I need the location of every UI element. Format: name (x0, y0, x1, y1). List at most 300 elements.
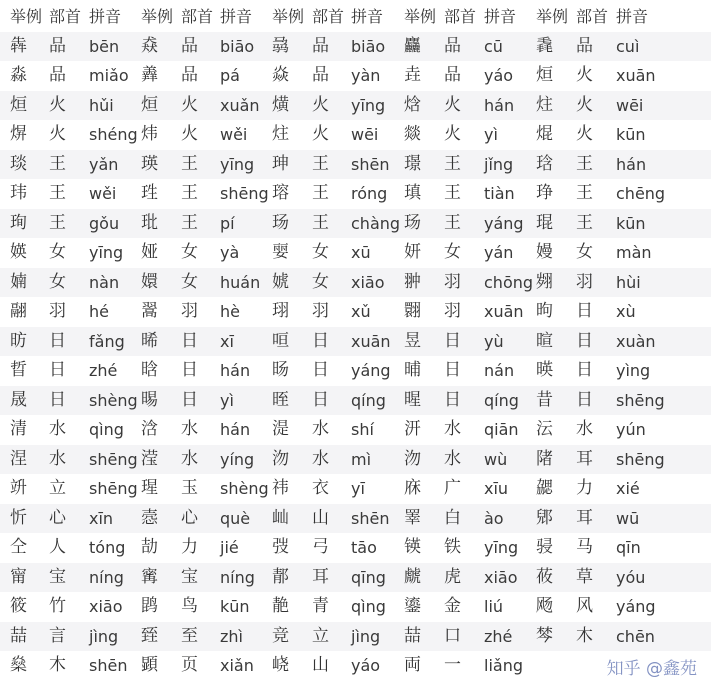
table-row (0, 622, 711, 651)
cell-radical: 羽 (444, 301, 461, 321)
cell-pinyin: yìng (616, 361, 651, 380)
cell-example: 虤 (404, 566, 421, 587)
cell-pinyin: yì (484, 125, 498, 144)
cell-radical: 木 (576, 625, 593, 646)
cell-example: 毳 (536, 35, 553, 56)
cell-pinyin: liǎng (484, 656, 523, 675)
cell-radical: 马 (576, 537, 593, 557)
table-row (0, 651, 711, 680)
cell-pinyin: yì (220, 390, 234, 410)
cell-pinyin: shēng (89, 449, 138, 469)
cell-pinyin: qīng (351, 567, 386, 587)
cell-radical: 女 (181, 271, 198, 292)
cell-example: 劼 (141, 537, 158, 557)
cell-radical: 日 (444, 389, 461, 410)
cell-example: 烜 (141, 94, 158, 115)
cell-example: 羴 (141, 65, 158, 85)
table-row (0, 120, 711, 149)
cell-pinyin: xī (220, 331, 234, 351)
cell-pinyin: hán (220, 361, 251, 380)
cell-radical: 日 (576, 301, 593, 321)
cell-radical: 鸟 (181, 596, 198, 616)
cell-pinyin: yī (351, 479, 365, 498)
cell-radical: 火 (576, 124, 593, 144)
cell-example: 瑱 (404, 183, 421, 203)
cell-pinyin: yíng (220, 449, 255, 469)
header-example: 举例 (536, 7, 569, 26)
cell-example: 玭 (141, 212, 158, 233)
cell-radical: 人 (49, 537, 66, 557)
cell-pinyin: yàn (351, 66, 381, 85)
cell-radical: 日 (312, 389, 329, 410)
cell-radical: 风 (576, 596, 593, 616)
cell-pinyin: hán (220, 420, 251, 439)
cell-radical: 羽 (181, 301, 198, 321)
cell-pinyin: xuān (484, 302, 524, 321)
cell-example: 甯 (10, 566, 27, 587)
cell-radical: 王 (312, 212, 329, 233)
cell-radical: 心 (49, 507, 66, 528)
cell-pinyin: yīng (89, 243, 124, 262)
cell-example: 妍 (404, 242, 421, 262)
cell-radical: 羽 (576, 271, 593, 292)
cell-pinyin: pí (220, 213, 235, 233)
cell-radical: 广 (444, 478, 461, 498)
header-example: 举例 (404, 7, 437, 26)
cell-example: 湜 (272, 419, 289, 439)
cell-example: 瑢 (272, 183, 289, 203)
cell-radical: 木 (49, 655, 66, 675)
table-row (0, 91, 711, 120)
cell-pinyin: qíng (351, 390, 386, 410)
cell-pinyin: shēng (89, 479, 138, 498)
cell-pinyin: xīn (89, 508, 114, 528)
cell-pinyin: níng (89, 567, 124, 587)
cell-pinyin: kūn (616, 213, 646, 233)
cell-radical: 口 (444, 625, 461, 646)
cell-pinyin: yù (484, 331, 504, 351)
cell-pinyin: jǐng (484, 154, 514, 174)
cell-radical: 女 (444, 242, 461, 262)
cell-pinyin: wěi (89, 184, 117, 203)
cell-pinyin: huán (220, 272, 261, 292)
cell-radical: 耳 (576, 507, 593, 528)
cell-example: 暒 (404, 389, 421, 410)
cell-radical: 王 (49, 153, 66, 174)
cell-pinyin: yà (220, 243, 240, 262)
cell-pinyin: nán (484, 361, 515, 380)
cell-radical: 火 (444, 94, 461, 115)
cell-example: 昱 (404, 330, 421, 351)
cell-example: 燚 (404, 124, 421, 144)
cell-example: 旸 (272, 360, 289, 380)
cell-pinyin: chēn (616, 626, 655, 646)
cell-pinyin: cū (484, 36, 503, 56)
cell-pinyin: zhé (484, 626, 513, 646)
cell-radical: 虎 (444, 566, 461, 587)
cell-radical: 青 (312, 596, 329, 616)
cell-radical: 王 (576, 212, 593, 233)
header-pinyin: 拼音 (89, 7, 122, 26)
cell-radical: 力 (181, 537, 198, 557)
cell-pinyin: xuǎn (220, 95, 260, 115)
cell-example: 莜 (536, 566, 553, 587)
cell-radical: 日 (576, 330, 593, 351)
cell-radical: 宝 (49, 566, 66, 587)
cell-pinyin: yīng (220, 154, 255, 174)
cell-example: 晟 (10, 389, 27, 410)
cell-example: 喆 (404, 625, 421, 646)
cell-example: 顕 (141, 655, 158, 675)
cell-pinyin: zhì (220, 626, 243, 646)
cell-example: 淼 (10, 65, 27, 85)
cell-pinyin: jìng (351, 626, 381, 646)
cell-radical: 日 (181, 330, 198, 351)
cell-pinyin: qìng (89, 420, 124, 439)
cell-radical: 日 (576, 389, 593, 410)
cell-example: 晡 (404, 360, 421, 380)
cell-example: 珅 (272, 153, 289, 174)
cell-radical: 弓 (312, 537, 329, 557)
cell-pinyin: xǔ (351, 302, 371, 321)
cell-radical: 日 (444, 330, 461, 351)
cell-example: 翀 (404, 271, 421, 292)
cell-pinyin: liú (484, 597, 504, 616)
cell-example: 寗 (141, 566, 158, 587)
cell-radical: 竹 (49, 596, 66, 616)
cell-pinyin: yīng (484, 538, 519, 557)
cell-example: 珣 (10, 212, 27, 233)
cell-radical: 页 (181, 655, 198, 675)
cell-radical: 日 (49, 360, 66, 380)
cell-radical: 火 (312, 94, 329, 115)
cell-pinyin: biāo (220, 36, 255, 56)
cell-radical: 日 (49, 389, 66, 410)
cell-pinyin: hé (89, 302, 109, 321)
cell-radical: 女 (181, 242, 198, 262)
cell-example: 弢 (272, 537, 289, 557)
cell-example: 郬 (272, 566, 289, 587)
cell-pinyin: jìng (89, 626, 119, 646)
cell-pinyin: wēi (616, 95, 644, 115)
cell-radical: 王 (181, 212, 198, 233)
cell-example: 骉 (272, 35, 289, 56)
cell-example: 峣 (272, 655, 289, 675)
cell-radical: 立 (49, 478, 66, 498)
cell-pinyin: wěi (220, 125, 248, 144)
cell-radical: 日 (444, 360, 461, 380)
cell-radical: 品 (181, 35, 198, 56)
cell-radical: 耳 (312, 566, 329, 587)
header-radical: 部首 (49, 7, 82, 26)
table-row (0, 533, 711, 562)
cell-example: 猋 (141, 35, 158, 56)
cell-pinyin: hán (616, 154, 647, 174)
cell-radical: 品 (49, 35, 66, 56)
cell-example: 烜 (10, 94, 27, 115)
cell-pinyin: yáo (351, 656, 381, 675)
cell-pinyin: níng (220, 567, 255, 587)
cell-radical: 玉 (181, 478, 198, 498)
table-row (0, 563, 711, 592)
cell-radical: 火 (312, 124, 329, 144)
header-example: 举例 (10, 7, 43, 26)
cell-example: 麤 (404, 35, 421, 56)
cell-example: 暎 (536, 360, 553, 380)
header-radical: 部首 (444, 7, 477, 26)
cell-radical: 品 (49, 65, 66, 85)
cell-example: 両 (404, 655, 421, 675)
cell-radical: 草 (576, 566, 593, 587)
cell-radical: 品 (576, 35, 593, 56)
cell-pinyin: màn (616, 243, 652, 262)
cell-pinyin: shí (351, 420, 374, 439)
header-row (0, 2, 711, 31)
cell-example: 郳 (536, 507, 553, 528)
cell-pinyin: chàng (351, 213, 401, 233)
cell-pinyin: pá (220, 66, 240, 85)
cell-pinyin: xuān (616, 66, 656, 85)
cell-example: 喆 (10, 625, 27, 646)
cell-radical: 日 (181, 360, 198, 380)
cell-example: 勰 (536, 478, 553, 498)
cell-pinyin: hán (484, 95, 515, 115)
cell-radical: 铁 (444, 537, 461, 557)
cell-radical: 火 (181, 94, 198, 115)
cell-example: 琤 (536, 183, 553, 203)
cell-pinyin: shēng (220, 184, 269, 203)
cell-example: 炜 (141, 124, 158, 144)
cell-example: 忻 (10, 507, 27, 528)
cell-pinyin: xīu (484, 479, 509, 498)
table-row (0, 32, 711, 61)
cell-radical: 至 (181, 625, 198, 646)
cell-radical: 水 (576, 419, 593, 439)
cell-pinyin: miǎo (89, 66, 129, 85)
cell-pinyin: shèng (220, 479, 269, 498)
cell-pinyin: yán (484, 243, 514, 262)
cell-radical: 王 (49, 212, 66, 233)
table-row (0, 386, 711, 415)
cell-radical: 王 (312, 183, 329, 203)
cell-pinyin: yún (616, 420, 646, 439)
table-row (0, 415, 711, 444)
header-pinyin: 拼音 (616, 7, 649, 26)
cell-radical: 羽 (49, 301, 66, 321)
cell-pinyin: ào (484, 508, 504, 528)
cell-radical: 力 (576, 478, 593, 498)
cell-radical: 水 (49, 419, 66, 439)
cell-radical: 王 (181, 153, 198, 174)
cell-example: 滢 (141, 448, 158, 469)
cell-pinyin: shèng (89, 390, 138, 410)
cell-example: 晞 (141, 330, 158, 351)
cell-example: 媖 (10, 242, 27, 262)
cell-example: 沕 (404, 448, 421, 469)
cell-pinyin: mì (351, 449, 372, 469)
table-row (0, 209, 711, 238)
cell-pinyin: gǒu (89, 213, 120, 233)
cell-radical: 白 (444, 507, 461, 528)
cell-example: 汧 (404, 419, 421, 439)
cell-radical: 王 (576, 183, 593, 203)
cell-example: 婋 (272, 271, 289, 292)
cell-example: 晢 (10, 360, 27, 380)
cell-example: 翾 (404, 301, 421, 321)
cell-pinyin: yóu (616, 567, 646, 587)
header-radical: 部首 (576, 7, 609, 26)
table-row (0, 268, 711, 297)
cell-pinyin: cuì (616, 36, 640, 56)
cell-radical: 水 (444, 448, 461, 469)
cell-radical: 日 (181, 389, 198, 410)
cell-radical: 品 (181, 65, 198, 85)
header-example: 举例 (141, 7, 174, 26)
table-row (0, 327, 711, 356)
cell-example: 飏 (536, 596, 553, 616)
cell-pinyin: xuān (351, 331, 391, 351)
cell-example: 咺 (272, 330, 289, 351)
cell-example: 玚 (272, 212, 289, 233)
cell-example: 庥 (404, 478, 421, 498)
cell-radical: 日 (576, 360, 593, 380)
cell-example: 屾 (272, 507, 289, 528)
cell-radical: 王 (312, 153, 329, 174)
cell-pinyin: xiāo (89, 597, 123, 616)
cell-example: 昫 (536, 301, 553, 321)
cell-radical: 宝 (181, 566, 198, 587)
cell-pinyin: jié (220, 538, 239, 557)
cell-example: 琀 (536, 153, 553, 174)
cell-radical: 一 (444, 655, 461, 675)
cell-example: 珝 (272, 301, 289, 321)
cell-example: 晹 (141, 389, 158, 410)
table-row (0, 445, 711, 474)
cell-radical: 女 (312, 242, 329, 262)
cell-example: 璟 (404, 153, 421, 174)
cell-example: 珄 (141, 183, 158, 203)
cell-pinyin: xiāo (351, 272, 385, 292)
cell-pinyin: wù (484, 449, 508, 469)
cell-example: 悫 (141, 507, 158, 528)
cell-example: 沄 (536, 419, 553, 439)
cell-example: 婻 (10, 271, 27, 292)
cell-radical: 水 (181, 419, 198, 439)
cell-pinyin: fǎng (89, 331, 125, 351)
cell-radical: 立 (312, 625, 329, 646)
cell-radical: 王 (49, 183, 66, 203)
cell-example: 玚 (404, 212, 421, 233)
cell-radical: 水 (181, 448, 198, 469)
cell-pinyin: què (220, 508, 251, 528)
cell-radical: 火 (49, 94, 66, 115)
cell-pinyin: biāo (351, 36, 386, 56)
cell-pinyin: xiǎn (220, 656, 254, 675)
cell-pinyin: shēng (616, 449, 665, 469)
cell-pinyin: róng (351, 184, 388, 203)
header-pinyin: 拼音 (484, 7, 517, 26)
cell-pinyin: qīn (616, 538, 641, 557)
cell-radical: 耳 (576, 448, 593, 469)
cell-pinyin: yáng (484, 213, 524, 233)
cell-pinyin: xiāo (484, 567, 518, 587)
cell-radical: 品 (312, 65, 329, 85)
cell-radical: 水 (444, 419, 461, 439)
cell-pinyin: yáng (616, 597, 656, 616)
cell-example: 烜 (536, 65, 553, 85)
cell-example: 燊 (10, 655, 27, 675)
cell-radical: 金 (444, 596, 461, 616)
cell-pinyin: zhé (89, 361, 118, 380)
cell-pinyin: shēn (351, 154, 390, 174)
cell-example: 睪 (404, 507, 421, 528)
cell-example: 炷 (536, 94, 553, 115)
cell-example: 垚 (404, 65, 421, 85)
cell-example: 仝 (10, 537, 27, 557)
cell-example: 熿 (272, 94, 289, 115)
cell-radical: 日 (312, 360, 329, 380)
cell-example: 犇 (10, 35, 27, 56)
cell-pinyin: yáo (484, 66, 514, 85)
cell-radical: 王 (576, 153, 593, 174)
cell-radical: 水 (312, 419, 329, 439)
cell-pinyin: chōng (484, 272, 534, 292)
cell-pinyin: tiàn (484, 184, 515, 203)
cell-radical: 羽 (312, 301, 329, 321)
cell-radical: 女 (576, 242, 593, 262)
table-row (0, 474, 711, 503)
cell-radical: 水 (49, 448, 66, 469)
cell-example: 骎 (536, 537, 553, 557)
cell-pinyin: tāo (351, 538, 377, 557)
cell-pinyin: hè (220, 302, 240, 321)
cell-example: 嬛 (141, 271, 158, 292)
cell-example: 涅 (10, 448, 27, 469)
cell-radical: 火 (576, 65, 593, 85)
table-row (0, 504, 711, 533)
cell-example: 晗 (141, 360, 158, 380)
cell-pinyin: shéng (89, 125, 138, 144)
cell-radical: 心 (181, 507, 198, 528)
table-row (0, 150, 711, 179)
cell-radical: 衣 (312, 478, 329, 498)
cell-radical: 火 (576, 94, 593, 115)
table-row (0, 356, 711, 385)
cell-radical: 王 (444, 212, 461, 233)
cell-example: 翮 (10, 301, 27, 321)
cell-radical: 王 (181, 183, 198, 203)
table-row (0, 592, 711, 621)
cell-pinyin: kūn (220, 597, 250, 616)
cell-pinyin: wū (616, 508, 640, 528)
cell-pinyin: tóng (89, 538, 126, 557)
cell-example: 琰 (10, 153, 27, 174)
cell-radical: 品 (444, 65, 461, 85)
cell-example: 翯 (141, 301, 158, 321)
header-pinyin: 拼音 (220, 7, 253, 26)
cell-radical: 女 (49, 242, 66, 262)
cell-pinyin: chēng (616, 184, 666, 203)
cell-pinyin: qìng (351, 597, 386, 616)
cell-pinyin: xū (351, 243, 371, 262)
cell-example: 焺 (10, 124, 27, 144)
cell-example: 嫚 (536, 242, 553, 262)
cell-example: 昔 (536, 389, 553, 410)
cell-radical: 女 (312, 271, 329, 292)
cell-radical: 品 (312, 35, 329, 56)
cell-radical: 火 (181, 124, 198, 144)
cell-example: 陼 (536, 448, 553, 469)
